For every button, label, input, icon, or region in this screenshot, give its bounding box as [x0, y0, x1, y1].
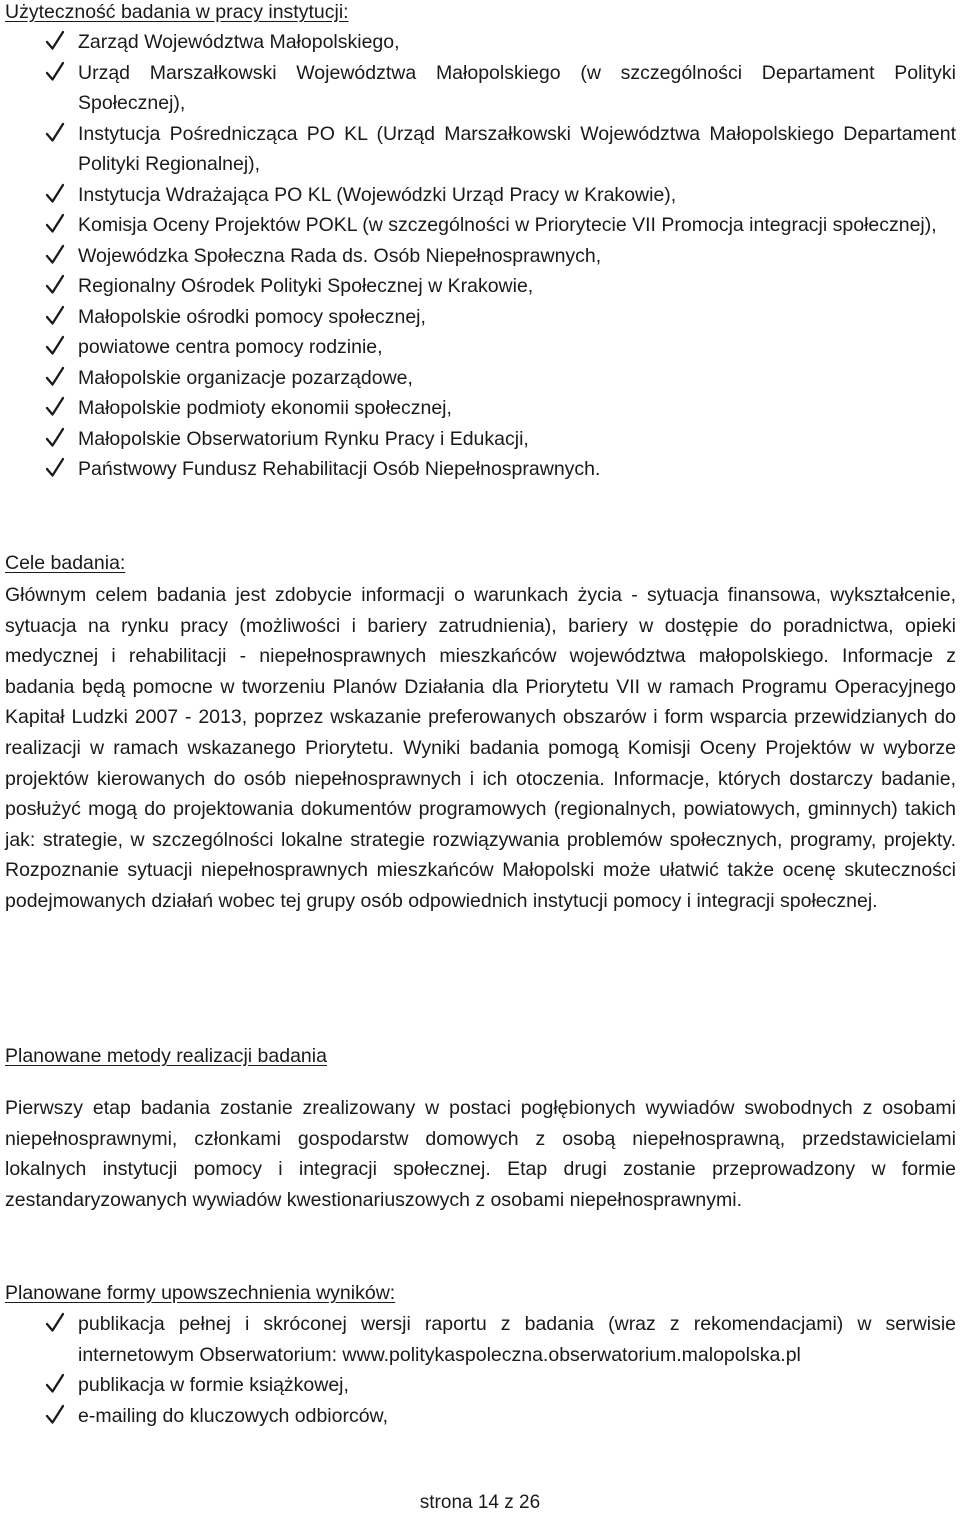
- checkmark-icon: [44, 424, 68, 454]
- list-item-text: Urząd Marszałkowski Województwa Małopolskiego (w szczególności Departament Polityki Społecznej),: [78, 61, 956, 114]
- section-heading-usefulness: Użyteczność badania w pracy instytucji:: [5, 1, 349, 23]
- list-item: [0, 332, 960, 363]
- list-item: [0, 58, 960, 119]
- list-item: [0, 363, 960, 394]
- checkmark-icon: [44, 241, 68, 271]
- list-item-text: e-mailing do kluczowych odbiorców,: [78, 1404, 388, 1427]
- list-item-text: Instytucja Pośrednicząca PO KL (Urząd Marszałkowski Województwa Małopolskiego Departament Polityki Regionalnej),: [78, 122, 956, 175]
- list-item-text: Zarząd Województwa Małopolskiego,: [78, 31, 400, 53]
- section-heading-goals: Cele badania:: [5, 552, 126, 574]
- checkmark-icon: [44, 271, 68, 301]
- list-item: [0, 424, 960, 455]
- checkmark-icon: [44, 1401, 68, 1431]
- checkmark-icon: [44, 302, 68, 332]
- list-item-text: powiatowe centra pomocy rodzinie,: [78, 336, 383, 358]
- list-item: [0, 271, 960, 302]
- checkmark-icon: [44, 119, 68, 149]
- list-item-text: Regionalny Ośrodek Polityki Społecznej w Krakowie,: [78, 275, 534, 297]
- list-item: [0, 241, 960, 272]
- checkmark-icon: [44, 58, 68, 88]
- list-item: [0, 180, 960, 211]
- checkmark-icon: [44, 332, 68, 362]
- list-item-text: publikacja w formie książkowej,: [78, 1374, 349, 1396]
- list-item-text: Komisja Oceny Projektów POKL (w szczególności w Priorytecie VII Promocja integracji społecznej),: [78, 214, 937, 236]
- list-item-text: Wojewódzka Społeczna Rada ds. Osób Niepełnosprawnych,: [78, 244, 602, 267]
- checkmark-icon: [44, 180, 68, 210]
- list-item: [0, 27, 960, 58]
- checkmark-icon: [44, 210, 68, 240]
- list-item-text: Małopolskie ośrodki pomocy społecznej,: [78, 305, 426, 328]
- list-item: [0, 210, 960, 241]
- list-item: [0, 1401, 960, 1432]
- goals-paragraph: Głównym celem badania jest zdobycie informacji o warunkach życia - sytuacja finansowa, wykształcenie, sytuacja na rynku pracy (możliwości i bariery zatrudnienia), bariery w dostępie do poradnictwa, opieki medycznej i rehabilitacji - niepełnosprawnych mieszkańców województwa małopolskiego. Informacje z badania będą pomocne w tworzeniu Planów Działania dla Priorytetu VII w ramach Programu Operacyjnego Kapitał Ludzki 2007 - 2013, poprzez wskazanie preferowanych obszarów i form wsparcia przewidzianych do realizacji w ramach wskazanego Priorytetu. Wyniki badania pomogą Komisji Oceny Projektów w wyborze projektów kierowanych do osób niepełnosprawnych i ich otoczenia. Informacje, których dostarczy badanie, posłużyć mogą do projektowania dokumentów programowych (regionalnych, powiatowych, gminnych) takich jak: strategie, w szczególności lokalne strategie rozwiązywania problemów społecznych, programy, projekty. Rozpoznanie sytuacji niepełnosprawnych mieszkańców Małopolski może ułatwić także ocenę skuteczności podejmowanych działań wobec tej grupy osób odpowiednich instytucji pomocy i integracji społecznej.: [5, 584, 956, 912]
- checkmark-icon: [44, 363, 68, 393]
- checkmark-icon: [44, 1309, 68, 1339]
- section-heading-methods: Planowane metody realizacji badania: [5, 1045, 327, 1067]
- list-item-text: Małopolskie podmioty ekonomii społecznej,: [78, 397, 452, 419]
- list-item: [0, 1309, 960, 1370]
- list-item: [0, 454, 960, 485]
- list-item: [0, 393, 960, 424]
- methods-paragraph: Pierwszy etap badania zostanie zrealizowany w postaci pogłębionych wywiadów swobodnych z osobami niepełnosprawnymi, członkami gospodarstw domowych z osobą niepełnosprawną, przedstawicielami lokalnych instytucji pomocy i integracji społecznej. Etap drugi zostanie przeprowadzony w formie zestandaryzowanych wywiadów kwestionariuszowych z osobami niepełnosprawnymi.: [5, 1097, 956, 1211]
- institutions-checklist: [0, 27, 960, 485]
- list-item-text: Instytucja Wdrażająca PO KL (Wojewódzki Urząd Pracy w Krakowie),: [78, 183, 677, 206]
- list-item-text: Małopolskie organizacje pozarządowe,: [78, 366, 413, 389]
- checkmark-icon: [44, 393, 68, 423]
- list-item: [0, 1370, 960, 1401]
- checkmark-icon: [44, 27, 68, 57]
- dissemination-checklist: [0, 1309, 960, 1431]
- page-number: strona 14 z 26: [419, 1492, 541, 1513]
- checkmark-icon: [44, 1370, 68, 1400]
- list-item-text: Państwowy Fundusz Rehabilitacji Osób Niepełnosprawnych.: [78, 458, 601, 480]
- list-item-text: Małopolskie Obserwatorium Rynku Pracy i Edukacji,: [78, 427, 529, 450]
- list-item: [0, 119, 960, 180]
- checkmark-icon: [44, 454, 68, 484]
- list-item-text: publikacja pełnej i skróconej wersji raportu z badania (wraz z rekomendacjami) w serwisie internetowym Obserwatorium: www.politykaspoleczna.obserwatorium.malopolska.pl: [78, 1313, 956, 1366]
- list-item: [0, 302, 960, 333]
- section-heading-dissemination: Planowane formy upowszechnienia wyników:: [5, 1282, 396, 1304]
